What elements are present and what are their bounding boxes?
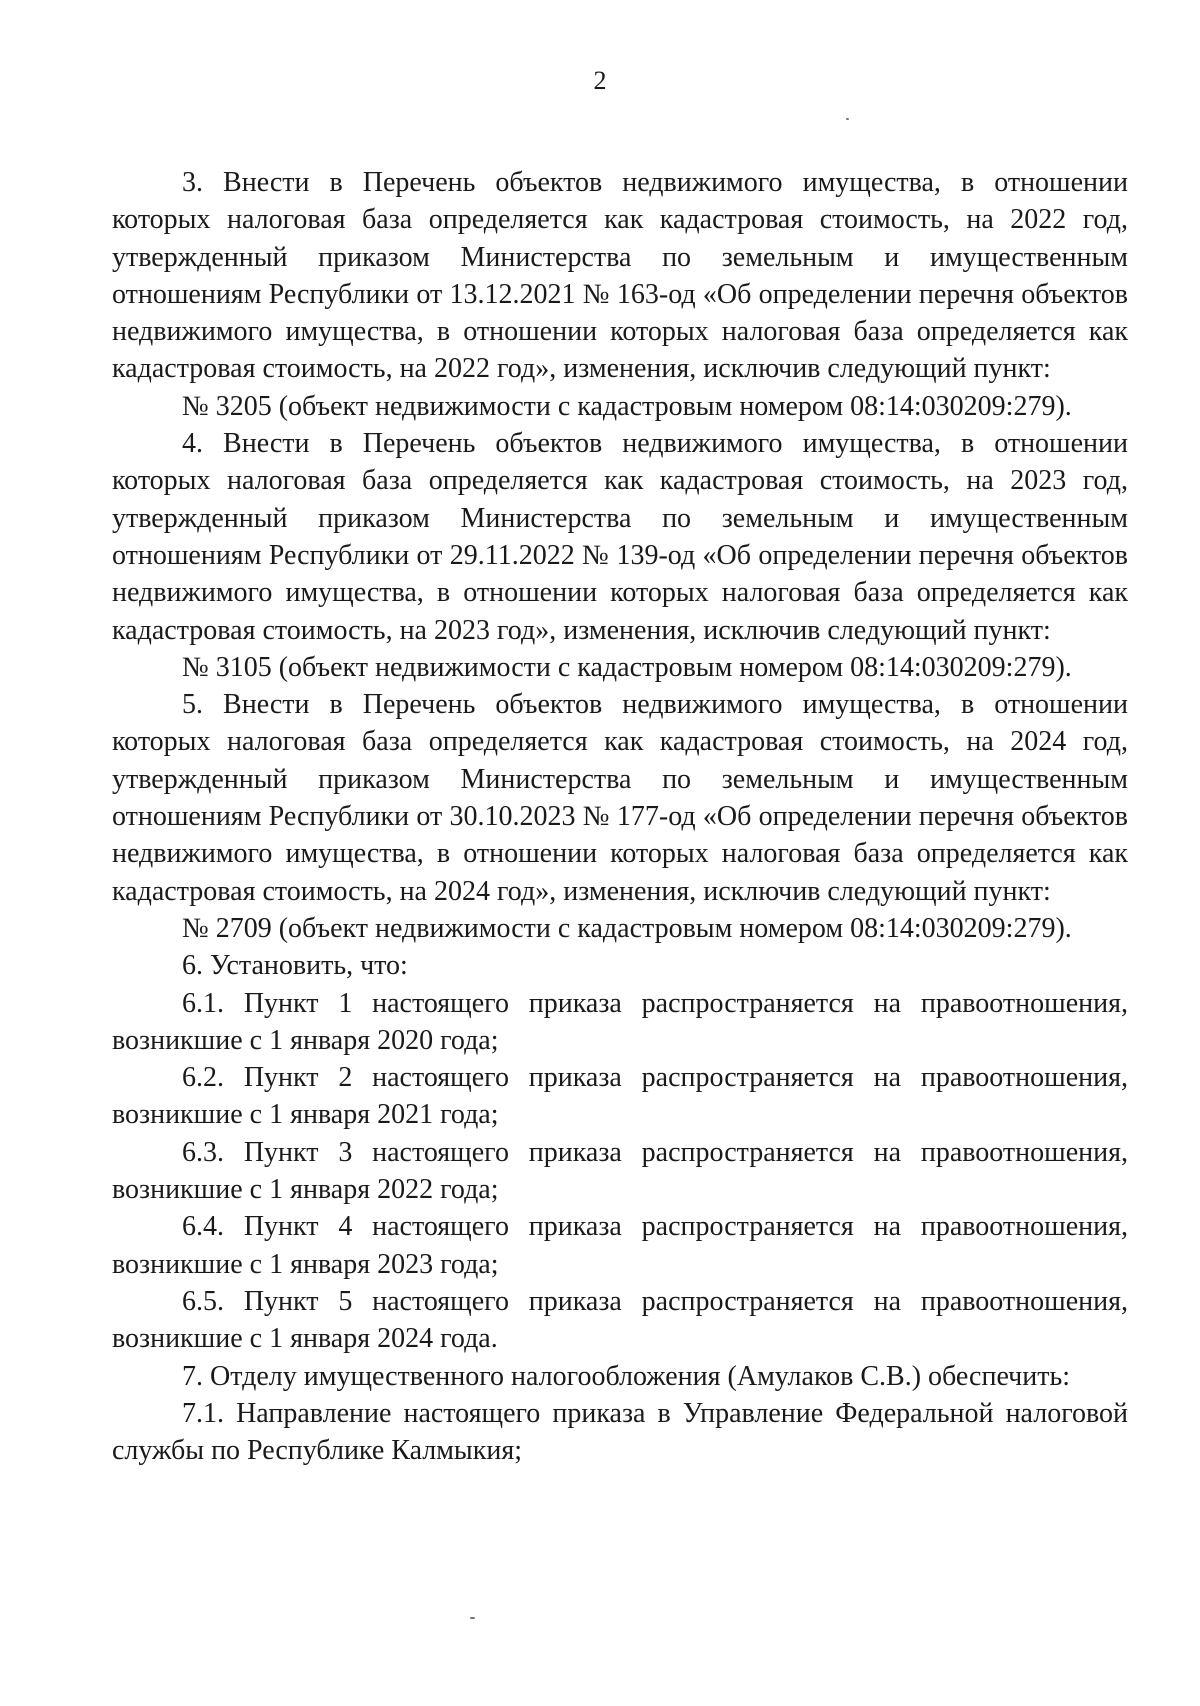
- scan-speck: [470, 1617, 475, 1619]
- paragraph-4-item: № 3105 (объект недвижимости с кадастровым номером 08:14:030209:279).: [182, 651, 1072, 683]
- paragraph-6-5: 6.5. Пункт 5 настоящего приказа распространяется на правоотношения, возникшие с 1 января 2024 года.: [112, 1285, 1128, 1355]
- document-body: [112, 164, 1128, 1469]
- paragraph-6-3: 6.3. Пункт 3 настоящего приказа распространяется на правоотношения, возникшие с 1 января 2022 года;: [112, 1136, 1128, 1206]
- paragraph-4: 4. Внести в Перечень объектов недвижимого имущества, в отношении которых налоговая база определяется как кадастровая стоимость, на 2023 год, утвержденный приказом Министерства по земельным и имущественным отношениям Республики от 29.11.2022 № 139-од «Об определении перечня объектов недвижимого имущества, в отношении которых налоговая база определяется как кадастровая стоимость, на 2023 год», изменения, исключив следующий пункт:: [112, 428, 1128, 646]
- paragraph-3-item: № 3205 (объект недвижимости с кадастровым номером 08:14:030209:279).: [182, 390, 1072, 422]
- paragraph-7-1: 7.1. Направление настоящего приказа в Управление Федеральной налоговой службы по Республике Калмыкия;: [112, 1397, 1128, 1467]
- paragraph-3: 3. Внести в Перечень объектов недвижимого имущества, в отношении которых налоговая база определяется как кадастровая стоимость, на 2022 год, утвержденный приказом Министерства по земельным и имущественным отношениям Республики от 13.12.2021 № 163-од «Об определении перечня объектов недвижимого имущества, в отношении которых налоговая база определяется как кадастровая стоимость, на 2022 год», изменения, исключив следующий пункт:: [112, 167, 1128, 385]
- paragraph-6-1: 6.1. Пункт 1 настоящего приказа распространяется на правоотношения, возникшие с 1 января 2020 года;: [112, 987, 1128, 1056]
- paragraph-6-2: 6.2. Пункт 2 настоящего приказа распространяется на правоотношения, возникшие с 1 января 2021 года;: [112, 1062, 1128, 1131]
- paragraph-7: 7. Отделу имущественного налогообложения (Амулаков С.В.) обеспечить:: [182, 1360, 1071, 1392]
- paragraph-5-item: № 2709 (объект недвижимости с кадастровым номером 08:14:030209:279).: [182, 912, 1072, 944]
- paragraph-5: 5. Внести в Перечень объектов недвижимого имущества, в отношении которых налоговая база определяется как кадастровая стоимость, на 2024 год, утвержденный приказом Министерства по земельным и имущественным отношениям Республики от 30.10.2023 № 177-од «Об определении перечня объектов недвижимого имущества, в отношении которых налоговая база определяется как кадастровая стоимость, на 2024 год», изменения, исключив следующий пункт:: [112, 689, 1128, 907]
- page-number: 2: [593, 66, 607, 95]
- scan-speck: [846, 118, 849, 120]
- paragraph-6-4: 6.4. Пункт 4 настоящего приказа распространяется на правоотношения, возникшие с 1 января 2023 года;: [112, 1211, 1128, 1280]
- paragraph-6: 6. Установить, что:: [182, 950, 408, 982]
